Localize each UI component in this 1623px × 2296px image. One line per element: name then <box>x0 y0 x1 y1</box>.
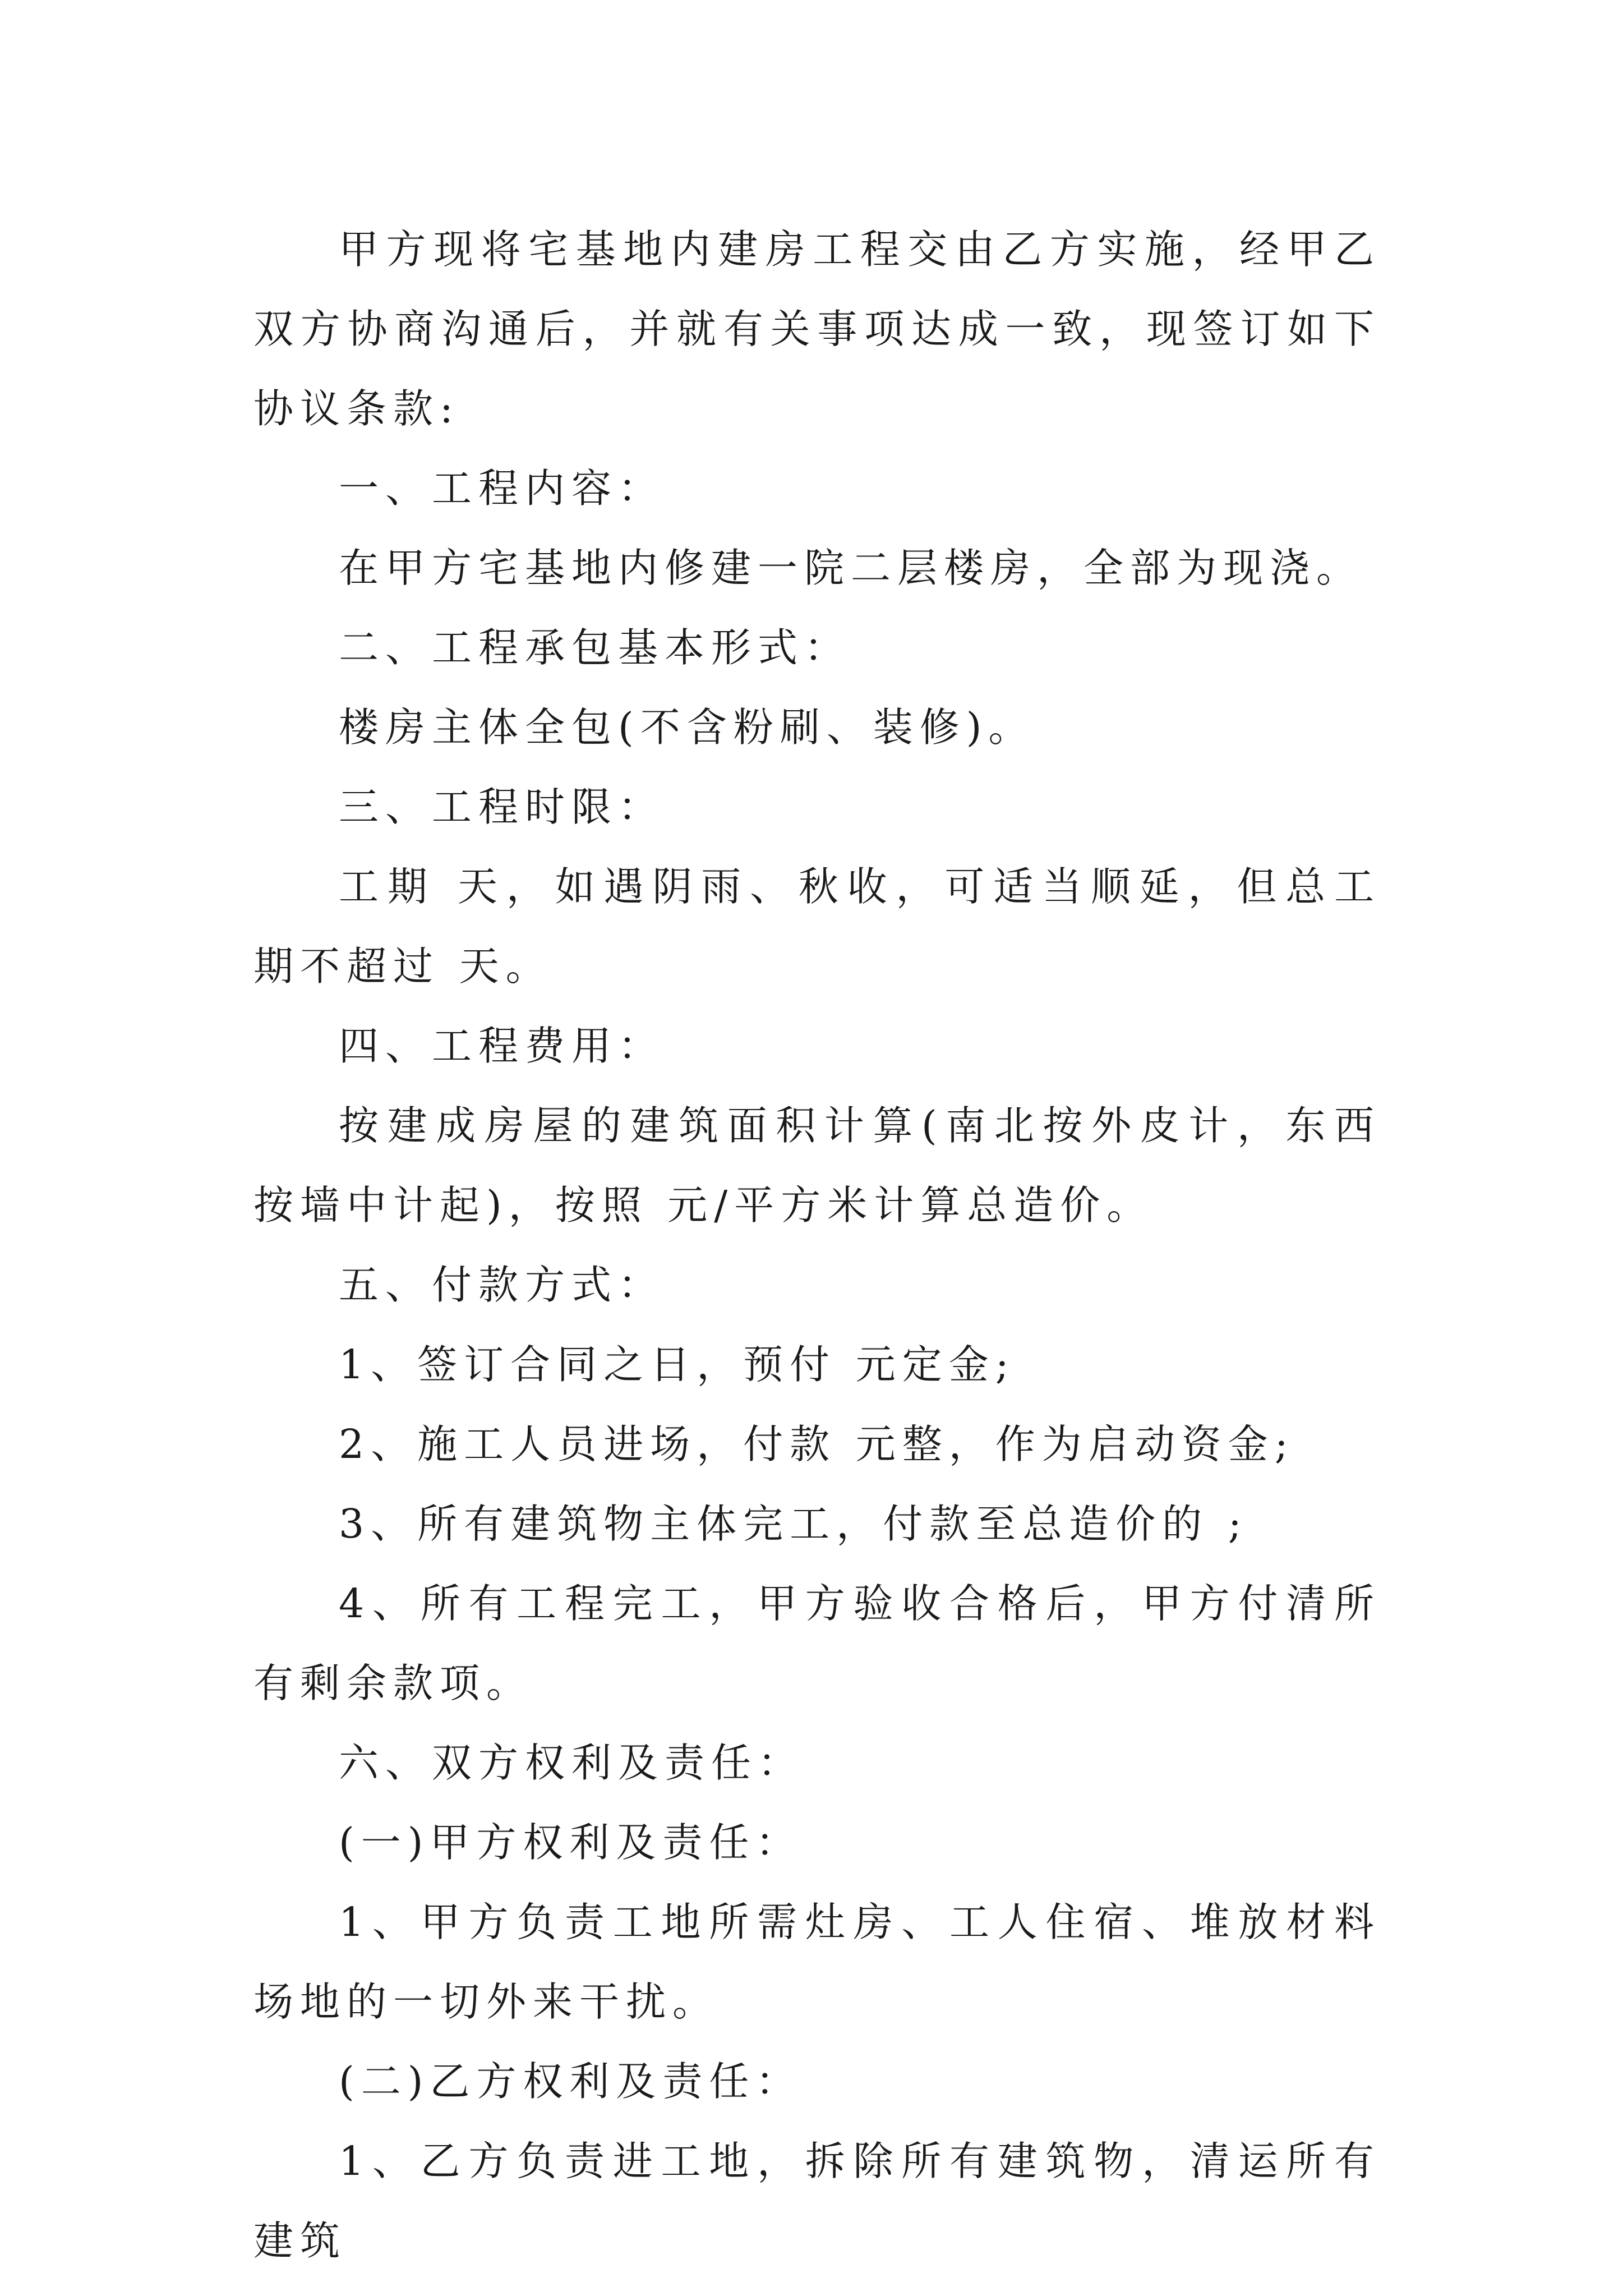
document-body <box>253 210 1381 2281</box>
section-heading-cost: 四、工程费用： <box>339 1023 665 1069</box>
section-heading-payment: 五、付款方式： <box>339 1262 665 1308</box>
payment-item-1: 1、签订合同之日，预付 元定金; <box>339 1341 1016 1388</box>
section-heading-content: 一、工程内容： <box>339 465 665 512</box>
party-b-item-1: 1、乙方负责进工地，拆除所有建筑物，清运所有建筑 <box>253 2138 1381 2264</box>
paragraph-content-detail: 在甲方宅基地内修建一院二层楼房，全部为现浇。 <box>339 545 1363 591</box>
payment-item-2: 2、施工人员进场，付款 元整，作为启动资金; <box>339 1421 1295 1467</box>
paragraph-schedule-detail: 工期 天，如遇阴雨、秋收，可适当顺延，但总工期不超过 天。 <box>253 863 1381 990</box>
paragraph-cost-detail: 按建成房屋的建筑面积计算(南北按外皮计，东西按墙中计起)，按照 元/平方米计算总造价。 <box>253 1102 1381 1228</box>
section-heading-form: 二、工程承包基本形式： <box>339 624 851 671</box>
subsection-heading-party-b: (二)乙方权利及责任： <box>339 2058 803 2105</box>
payment-item-4: 4、所有工程完工，甲方验收合格后，甲方付清所有剩余款项。 <box>253 1580 1381 1706</box>
paragraph-form-detail: 楼房主体全包(不含粉刷、装修)。 <box>339 704 1035 751</box>
payment-item-3: 3、所有建筑物主体完工，付款至总造价的 ; <box>339 1501 1248 1547</box>
intro-paragraph: 甲方现将宅基地内建房工程交由乙方实施，经甲乙双方协商沟通后，并就有关事项达成一致，现签订如下协议条款: <box>253 226 1381 432</box>
subsection-heading-party-a: (一)甲方权利及责任： <box>339 1819 803 1866</box>
party-a-item-1: 1、甲方负责工地所需灶房、工人住宿、堆放材料场地的一切外来干扰。 <box>253 1899 1381 2025</box>
section-heading-rights: 六、双方权利及责任： <box>339 1740 805 1786</box>
section-heading-schedule: 三、工程时限： <box>339 784 665 830</box>
